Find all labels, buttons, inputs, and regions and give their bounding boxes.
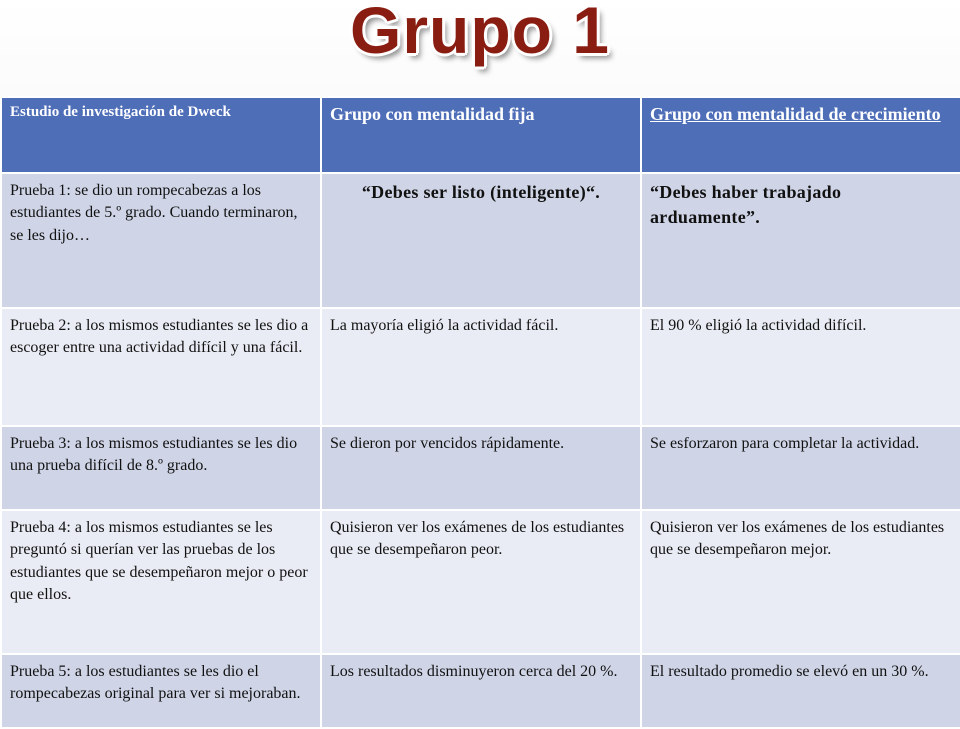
test-description: Prueba 5: a los estudiantes se les dio el rompecabezas original para ver si mejoraban. [1, 654, 321, 728]
test-description: Prueba 4: a los mismos estudiantes se les preguntó si querían ver las pruebas de los estudiantes que se desempeñaron mejor o peor que ellos. [1, 510, 321, 654]
test-description: Prueba 3: a los mismos estudiantes se les dio una prueba difícil de 8.º grado. [1, 426, 321, 510]
fixed-result: La mayoría eligió la actividad fácil. [321, 308, 641, 426]
table-row [1, 173, 960, 308]
growth-result: “Debes haber trabajado arduamente”. [641, 173, 960, 308]
test-description: Prueba 1: se dio un rompecabezas a los estudiantes de 5.º grado. Cuando terminaron, se les dijo… [1, 173, 321, 308]
fixed-result: Quisieron ver los exámenes de los estudiantes que se desempeñaron peor. [321, 510, 641, 654]
fixed-result: Se dieron por vencidos rápidamente. [321, 426, 641, 510]
table-header-row [1, 97, 960, 173]
slide-title: Grupo 1 [349, 0, 610, 67]
header-fixed-mindset: Grupo con mentalidad fija [321, 97, 641, 173]
dweck-study-table [0, 96, 960, 729]
fixed-result: “Debes ser listo (inteligente)“. [321, 173, 641, 308]
header-growth-mindset: Grupo con mentalidad de crecimiento [641, 97, 960, 173]
test-description: Prueba 2: a los mismos estudiantes se les dio a escoger entre una actividad difícil y una fácil. [1, 308, 321, 426]
table-row [1, 510, 960, 654]
growth-result: El resultado promedio se elevó en un 30 %. [641, 654, 960, 728]
growth-result: Se esforzaron para completar la actividad. [641, 426, 960, 510]
header-study: Estudio de investigación de Dweck [1, 97, 321, 173]
table-row [1, 426, 960, 510]
table-row [1, 654, 960, 728]
growth-result: El 90 % eligió la actividad difícil. [641, 308, 960, 426]
fixed-result: Los resultados disminuyeron cerca del 20 %. [321, 654, 641, 728]
growth-result: Quisieron ver los exámenes de los estudiantes que se desempeñaron mejor. [641, 510, 960, 654]
table-row [1, 308, 960, 426]
